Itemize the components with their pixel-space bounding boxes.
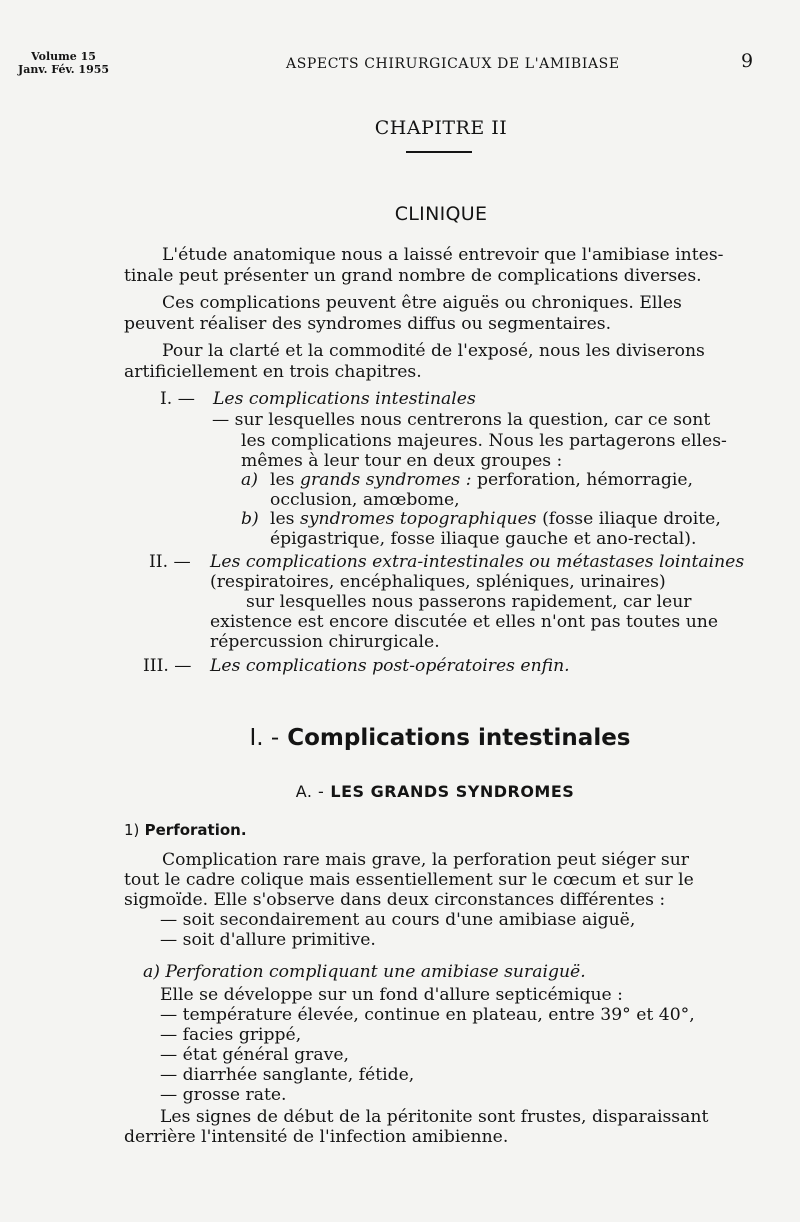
- perforation-line: tout le cadre colique mais essentiellement sur le cœcum et sur le: [124, 870, 694, 890]
- chapter-title: CLINIQUE: [394, 203, 488, 225]
- volume-label: Volume 15: [31, 50, 96, 63]
- intro-line: L'étude anatomique nous a laissé entrevoir que l'amibiase intes-: [162, 245, 724, 265]
- issue-date: Janv. Fév. 1955: [18, 63, 110, 76]
- sign-item: — état général grave,: [160, 1045, 349, 1065]
- part-heading: [0, 725, 800, 751]
- outline-b-marker: b): [241, 509, 259, 529]
- part-heading-number: I. -: [249, 725, 280, 751]
- outline-one-title: Les complications intestinales: [213, 389, 476, 409]
- perforation-bullet: — soit d'allure primitive.: [160, 930, 376, 950]
- intro-line: Ces complications peuvent être aiguës ou chroniques. Elles: [162, 293, 682, 313]
- subsection-heading: [0, 782, 800, 801]
- page-number: 9: [741, 50, 754, 72]
- sign-item: — température élevée, continue en plateau, entre 39° et 40°,: [160, 1005, 695, 1025]
- chapter-rule: [406, 151, 472, 153]
- perforation-heading-title: Perforation.: [144, 821, 247, 839]
- outline-three-title: Les complications post-opératoires enfin.: [210, 656, 570, 676]
- outline-b-text: les syndromes topographiques (fosse iliaque droite,: [270, 509, 721, 529]
- perforation-heading-number: 1): [124, 821, 140, 839]
- outline-a-marker: a): [241, 470, 258, 490]
- perforation-heading: [124, 821, 247, 839]
- outline-a-line2: occlusion, amœbome,: [270, 490, 460, 510]
- running-title: ASPECTS CHIRURGICAUX DE L'AMIBIASE: [286, 56, 620, 72]
- intro-line: artificiellement en trois chapitres.: [124, 362, 422, 382]
- perforation-sub-intro: Elle se développe sur un fond d'allure septicémique :: [160, 985, 623, 1005]
- outline-two-number: II. —: [149, 552, 191, 572]
- outline-b-line2: épigastrique, fosse iliaque gauche et ano-rectal).: [270, 529, 697, 549]
- outline-one-number: I. —: [160, 389, 195, 409]
- perforation-line: sigmoïde. Elle s'observe dans deux circonstances différentes :: [124, 890, 666, 910]
- subsection-heading-number: A. -: [295, 782, 325, 801]
- closing-line: derrière l'intensité de l'infection amibienne.: [124, 1127, 509, 1147]
- journal-volume-block: [18, 50, 109, 76]
- intro-line: tinale peut présenter un grand nombre de complications diverses.: [124, 266, 702, 286]
- chapter-label: CHAPITRE II: [374, 117, 508, 139]
- outline-two-title: Les complications extra-intestinales ou métastases lointaines: [210, 552, 745, 572]
- outline-one-line: les complications majeures. Nous les partagerons elles-: [241, 431, 727, 451]
- sign-item: — grosse rate.: [160, 1085, 287, 1105]
- perforation-subheading: a) Perforation compliquant une amibiase suraiguë.: [143, 962, 586, 982]
- outline-three-number: III. —: [143, 656, 192, 676]
- intro-line: peuvent réaliser des syndromes diffus ou segmentaires.: [124, 314, 612, 334]
- outline-one-line: mêmes à leur tour en deux groupes :: [241, 451, 563, 471]
- sign-item: — diarrhée sanglante, fétide,: [160, 1065, 415, 1085]
- outline-a-text: les grands syndromes : perforation, hémorragie,: [270, 470, 693, 490]
- perforation-bullet: — soit secondairement au cours d'une amibiase aiguë,: [160, 910, 636, 930]
- subsection-heading-title: LES GRANDS SYNDROMES: [330, 782, 575, 801]
- part-heading-title: Complications intestinales: [287, 725, 631, 751]
- intro-line: Pour la clarté et la commodité de l'exposé, nous les diviserons: [162, 341, 705, 361]
- outline-two-line: existence est encore discutée et elles n'ont pas toutes une: [210, 612, 719, 632]
- outline-one-line: — sur lesquelles nous centrerons la question, car ce sont: [212, 410, 711, 430]
- outline-two-line: (respiratoires, encéphaliques, spléniques, urinaires): [210, 572, 666, 592]
- closing-line: Les signes de début de la péritonite sont frustes, disparaissant: [160, 1107, 709, 1127]
- sign-item: — facies grippé,: [160, 1025, 302, 1045]
- outline-two-line: sur lesquelles nous passerons rapidement, car leur: [246, 592, 692, 612]
- outline-two-line: répercussion chirurgicale.: [210, 632, 440, 652]
- perforation-line: Complication rare mais grave, la perforation peut siéger sur: [162, 850, 689, 870]
